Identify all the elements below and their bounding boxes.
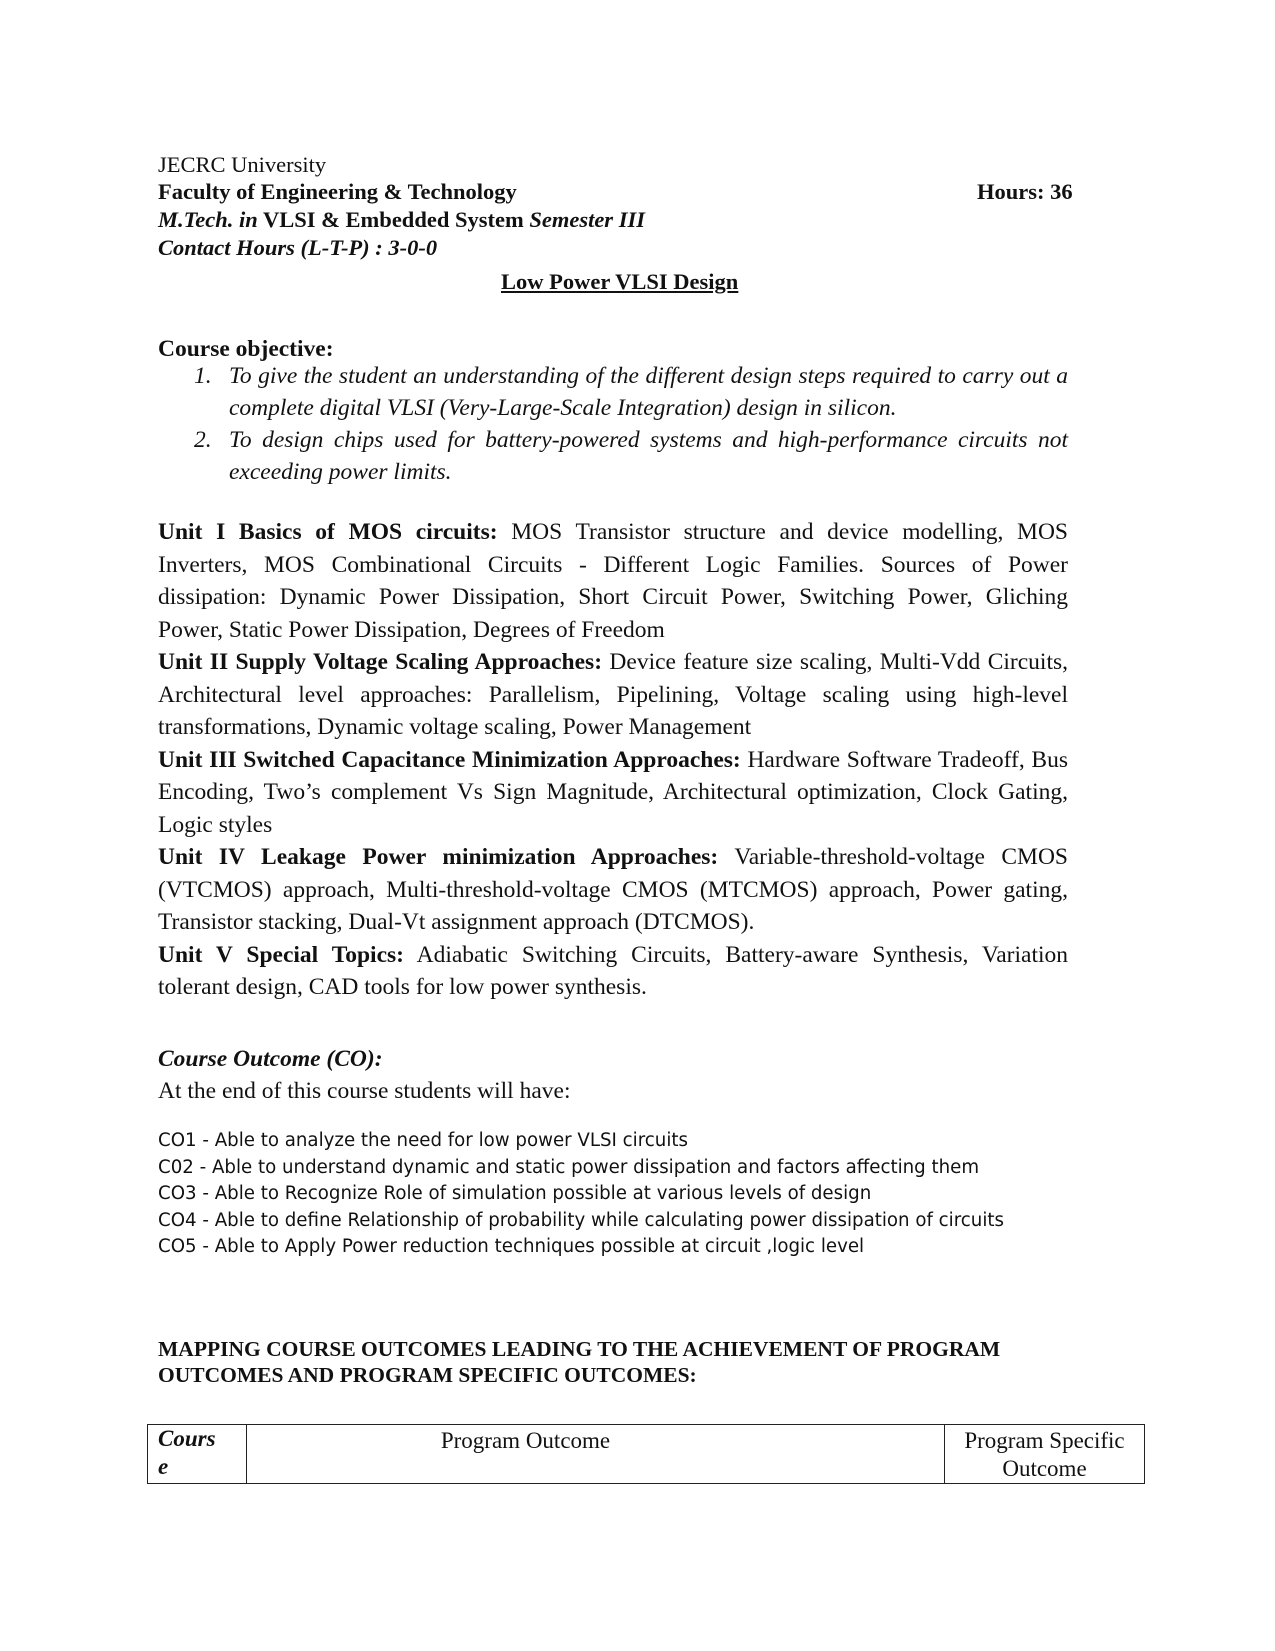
course-header-line: e [158, 1454, 169, 1479]
objective-number: 2. [194, 427, 212, 453]
outcome-item: C02 - Able to understand dynamic and static power dissipation and factors affecting them [158, 1156, 980, 1178]
outcome-item: CO1 - Able to analyze the need for low power VLSI circuits [158, 1130, 688, 1151]
objective-text: To design chips used for battery-powered systems and high-performance circuits not exceeding power limits. [229, 427, 1068, 485]
unit-text: MOS Transistor structure and device modelling, MOS Inverters, MOS Combinational Circuits - Different Logic Families. Sources of Power dissipation: Dynamic Power Dissipation, Short Circuit Power, Switching Power, Gliching Power, Static Power Dissipation, Degrees of Freedom [158, 519, 1068, 643]
mapping-heading-line: OUTCOMES AND PROGRAM SPECIFIC OUTCOMES: [158, 1363, 697, 1387]
course-hours: Hours: 36 [977, 179, 1073, 204]
course-header-line: Cours [158, 1426, 216, 1451]
outcome-item: CO4 - Able to define Relationship of probability while calculating power dissipation of circuits [158, 1209, 1004, 1231]
course-title: Low Power VLSI Design [501, 269, 739, 294]
unit-text: Adiabatic Switching Circuits, Battery-aware Synthesis, Variation tolerant design, CAD tools for low power synthesis. [158, 941, 1069, 1000]
table-header-row [148, 1425, 1145, 1484]
unit-paragraph [158, 516, 1068, 646]
course-column-header [148, 1425, 247, 1484]
objective-number: 1. [194, 363, 212, 389]
mapping-table [147, 1424, 1145, 1484]
contact-hours: Contact Hours (L-T-P) : 3-0-0 [158, 235, 438, 260]
unit-title: Unit IV Leakage Power minimization Approaches: [158, 844, 719, 870]
mapping-heading-line: MAPPING COURSE OUTCOMES LEADING TO THE ACHIEVEMENT OF PROGRAM [158, 1337, 1001, 1361]
outcome-list [158, 1128, 1004, 1261]
program-name: VLSI & Embedded System [263, 207, 524, 232]
unit-title: Unit V Special Topics: [158, 941, 404, 968]
unit-paragraph [158, 841, 1068, 939]
unit-title: Unit III Switched Capacitance Minimization Approaches: [158, 746, 741, 773]
unit-paragraph [158, 646, 1068, 744]
units-section [158, 516, 1068, 1004]
mapping-heading [158, 1336, 1000, 1388]
outcome-item: CO5 - Able to Apply Power reduction techniques possible at circuit ,logic level [158, 1236, 865, 1257]
pso-header-line: Outcome [1002, 1456, 1087, 1481]
unit-text: Variable-threshold-voltage CMOS (VTCMOS) approach, Multi-threshold-voltage CMOS (MTCMOS) approach, Power gating, Transistor stacking, Dual-Vt assignment approach (DTCMOS). [158, 844, 1068, 935]
university-name: JECRC University [158, 152, 327, 177]
unit-text: Hardware Software Tradeoff, Bus Encoding, Two’s complement Vs Sign Magnitude, Architectural optimization, Clock Gating, Logic styles [158, 746, 1068, 838]
outcome-item: CO3 - Able to Recognize Role of simulation possible at various levels of design [158, 1183, 872, 1204]
unit-text: Device feature size scaling, Multi-Vdd Circuits, Architectural level approaches: Parallelism, Pipelining, Voltage scaling using high-level transformations, Dynamic voltage scaling, Power Management [158, 649, 1068, 740]
outcome-intro: At the end of this course students will have: [158, 1078, 571, 1104]
pso-header-line: Program Specific [964, 1428, 1125, 1453]
unit-paragraph [158, 939, 1068, 1004]
program-outcome-header [247, 1425, 945, 1484]
objective-list [158, 361, 1068, 491]
semester: Semester III [529, 207, 645, 232]
program-specific-outcome-header [945, 1425, 1145, 1484]
unit-title: Unit II Supply Voltage Scaling Approaches: [158, 649, 603, 675]
outcome-heading: Course Outcome (CO): [158, 1046, 383, 1072]
faculty-name: Faculty of Engineering & Technology [158, 179, 517, 204]
objective-heading: Course objective: [158, 336, 334, 362]
objective-text: To give the student an understanding of the different design steps required to carry out a complete digital VLSI (Very-Large-Scale Integration) design in silicon. [229, 363, 1068, 421]
unit-paragraph [158, 744, 1068, 842]
program-prefix: M.Tech. in [158, 207, 258, 232]
program-line [158, 206, 645, 233]
unit-title: Unit I Basics of MOS circuits: [158, 519, 498, 545]
program-outcome-label: Program Outcome [440, 1428, 611, 1453]
